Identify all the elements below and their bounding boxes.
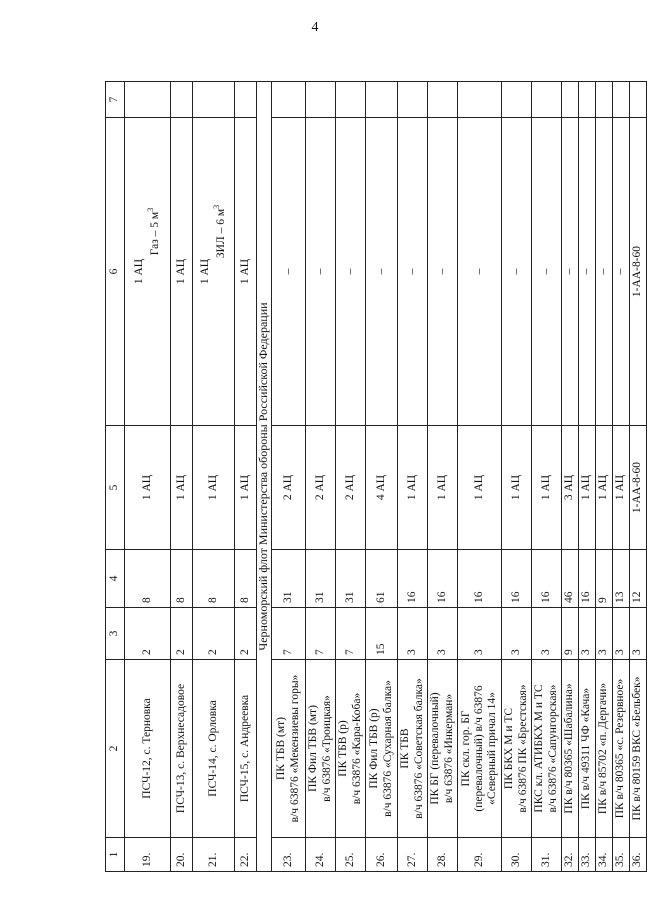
- cell-col7: [596, 82, 613, 118]
- table-row: [171, 82, 193, 872]
- unit-name-line: в/ч 63876 «Советская балка»: [412, 678, 425, 819]
- cell-col5: 1 АЦ: [125, 426, 171, 550]
- cell-col4: 31: [336, 550, 366, 608]
- unit-name-line: в/ч 63876 «Кара-Коба»: [350, 692, 363, 805]
- cell-col5: 1 АЦ: [579, 426, 596, 550]
- table-row: [630, 82, 647, 872]
- row-number: 22.: [235, 838, 257, 872]
- cell-col6: –: [562, 118, 579, 426]
- cell-col6: –: [596, 118, 613, 426]
- cell-col7: [502, 82, 532, 118]
- cell-col7: [398, 82, 428, 118]
- unit-name-line: в/ч 63876 ПК «Брестская»: [516, 684, 529, 813]
- row-number: 26.: [366, 838, 398, 872]
- unit-name-line: ПК ТБВ: [399, 728, 412, 769]
- rotated-table-container: [105, 82, 644, 872]
- cell-col3: 3: [532, 608, 562, 660]
- cell-col4: 13: [613, 550, 630, 608]
- col-header: 2: [106, 660, 125, 838]
- unit-name-line: в/ч 63876 «Мекензиевы горы»: [288, 674, 301, 823]
- cell-col3: 3: [398, 608, 428, 660]
- cell-col4: 8: [235, 550, 257, 608]
- table-row: [125, 82, 171, 872]
- unit-name: [596, 660, 613, 838]
- cell-col4: 16: [579, 550, 596, 608]
- cell-col3: 7: [336, 608, 366, 660]
- cell-col6: –: [458, 118, 502, 426]
- cell-col3: 3: [502, 608, 532, 660]
- unit-name: [630, 660, 647, 838]
- table-row: [596, 82, 613, 872]
- cell-col4: 61: [366, 550, 398, 608]
- unit-name-line: в/ч 63876 «Инкерман»: [442, 693, 455, 804]
- cell-col6: –: [428, 118, 458, 426]
- section-row: [257, 82, 272, 872]
- cell-col4: 31: [272, 550, 306, 608]
- row-number: 36.: [630, 838, 647, 872]
- cell-col5: 1 АЦ: [596, 426, 613, 550]
- cell-col7: [125, 82, 171, 118]
- cell-col5: 2 АЦ: [272, 426, 306, 550]
- fire-units-table: [105, 81, 647, 872]
- cell-col3: 3: [613, 608, 630, 660]
- unit-name: [366, 660, 398, 838]
- row-number: 24.: [306, 838, 336, 872]
- cell-col5: 1-АА-8-60: [630, 426, 647, 550]
- unit-name-line: ПК БКХ М и ТС: [503, 707, 516, 790]
- cell-col5: 1 АЦ: [235, 426, 257, 550]
- table-row: [193, 82, 235, 872]
- unit-name: ПСЧ-14, с. Орловка: [193, 660, 235, 838]
- header-row: [106, 82, 125, 872]
- cell-col6: –: [306, 118, 336, 426]
- cell-col6: 1 АЦ Газ – 5 $м^3$: [125, 118, 171, 426]
- cell-col5: 1 АЦ: [428, 426, 458, 550]
- row-number: 25.: [336, 838, 366, 872]
- table-row: [458, 82, 502, 872]
- row-number: 27.: [398, 838, 428, 872]
- cell-col3: 3: [579, 608, 596, 660]
- cell-col6: –: [579, 118, 596, 426]
- cell-col5: 1 АЦ: [532, 426, 562, 550]
- unit-name-line: ПК ТБВ (мт): [275, 717, 288, 780]
- row-number: 34.: [596, 838, 613, 872]
- row-number: 28.: [428, 838, 458, 872]
- unit-name: [532, 660, 562, 838]
- unit-name-line: ПК скл. гор. БГ: [459, 710, 472, 787]
- cell-col5: 1 АЦ: [458, 426, 502, 550]
- cell-col6: –: [366, 118, 398, 426]
- cell-col5: 1 АЦ: [171, 426, 193, 550]
- table-row: [336, 82, 366, 872]
- col-header: 4: [106, 550, 125, 608]
- unit-name: [458, 660, 502, 838]
- unit-name: ПСЧ-12, с. Терновка: [125, 660, 171, 838]
- cell-col4: 16: [428, 550, 458, 608]
- cell-col5: 2 АЦ: [336, 426, 366, 550]
- cell-col3: 3: [630, 608, 647, 660]
- unit-name-line: (перевалочный) в/ч 63876: [472, 685, 485, 812]
- cell-col3: 2: [235, 608, 257, 660]
- unit-name: ПСЧ-13, с. Верхнесадовое: [171, 660, 193, 838]
- cell-col7: [193, 82, 235, 118]
- unit-name-line: в/ч 63876 «Сапунгорская»: [546, 684, 559, 813]
- cell-col5: 2 АЦ: [306, 426, 336, 550]
- unit-name: [272, 660, 306, 838]
- col-header: 7: [106, 82, 125, 118]
- unit-name-line: ПК в/ч 80159 ВКС «Бельбек»: [631, 676, 644, 821]
- col-header: 6: [106, 118, 125, 426]
- unit-name: [579, 660, 596, 838]
- table-row: [428, 82, 458, 872]
- unit-name: [428, 660, 458, 838]
- cell-col6: –: [613, 118, 630, 426]
- table-row: [613, 82, 630, 872]
- unit-name-line: ПК Фил ТБВ (р): [368, 708, 381, 789]
- cell-col7: [366, 82, 398, 118]
- cell-col4: 16: [398, 550, 428, 608]
- unit-name-line: ПК в/ч 49311 ЧФ «Кача»: [580, 687, 593, 810]
- page-number: 4: [311, 20, 319, 35]
- cell-col3: 3: [596, 608, 613, 660]
- section-title: Черноморский флот Министерства обороны Российской Федерации: [257, 82, 272, 872]
- row-number: 31.: [532, 838, 562, 872]
- cell-col5: 3 АЦ: [562, 426, 579, 550]
- unit-name-line: ПК БГ (перевалочный): [429, 692, 442, 805]
- cell-col5: 1 АЦ: [398, 426, 428, 550]
- cell-col3: 15: [366, 608, 398, 660]
- cell-col3: 9: [562, 608, 579, 660]
- cell-col4: 16: [532, 550, 562, 608]
- row-number: 21.: [193, 838, 235, 872]
- unit-name-line: ПК в/ч 85702 «п. Дергачи»: [597, 682, 610, 815]
- col-header: 1: [106, 838, 125, 872]
- unit-name: [306, 660, 336, 838]
- cell-col7: [171, 82, 193, 118]
- cell-col5: 4 АЦ: [366, 426, 398, 550]
- unit-name-line: ПК в/ч 80365 «с. Резервное»: [614, 678, 627, 819]
- unit-name: [398, 660, 428, 838]
- cell-col4: 16: [458, 550, 502, 608]
- cell-col6: 1 АЦ ЗИЛ – 6 $м^3$: [193, 118, 235, 426]
- cell-col5: 1 АЦ: [193, 426, 235, 550]
- row-number: 30.: [502, 838, 532, 872]
- cell-col5: 1 АЦ: [502, 426, 532, 550]
- cell-col7: [562, 82, 579, 118]
- unit-name: ПСЧ-15, с. Андреевка: [235, 660, 257, 838]
- cell-col3: 2: [193, 608, 235, 660]
- unit-name: [336, 660, 366, 838]
- cell-col4: 8: [193, 550, 235, 608]
- cell-col7: [532, 82, 562, 118]
- cell-col7: [579, 82, 596, 118]
- cell-col4: 46: [562, 550, 579, 608]
- cell-col7: [235, 82, 257, 118]
- unit-name-line: ПК в/ч 80365 «Шабалина»: [563, 683, 576, 814]
- unit-name-line: «Северный причал 14»: [486, 692, 499, 805]
- cell-col7: [336, 82, 366, 118]
- cell-col5: 1 АЦ: [613, 426, 630, 550]
- cell-col3: 7: [306, 608, 336, 660]
- table-row: [235, 82, 257, 872]
- unit-name-line: ПК ТБВ (р): [337, 720, 350, 777]
- table-row: [532, 82, 562, 872]
- row-number: 32.: [562, 838, 579, 872]
- cell-col3: 2: [125, 608, 171, 660]
- row-number: 33.: [579, 838, 596, 872]
- cell-col7: [613, 82, 630, 118]
- cell-col6: –: [398, 118, 428, 426]
- cell-col6: 1 АЦ: [171, 118, 193, 426]
- cell-col6: –: [532, 118, 562, 426]
- unit-name-line: в/ч 63876 «Троицкая»: [320, 695, 333, 802]
- cell-col6: –: [336, 118, 366, 426]
- cell-col4: 31: [306, 550, 336, 608]
- table-row: [562, 82, 579, 872]
- col-header: 3: [106, 608, 125, 660]
- unit-name-line: ПК Фил ТБВ (мт): [307, 705, 320, 792]
- unit-name: [562, 660, 579, 838]
- col-header: 5: [106, 426, 125, 550]
- cell-col7: [306, 82, 336, 118]
- cell-col3: 7: [272, 608, 306, 660]
- row-number: 20.: [171, 838, 193, 872]
- table-row: [306, 82, 336, 872]
- cell-col6: –: [502, 118, 532, 426]
- unit-name-line: в/ч 63876 «Сухарная балка»: [381, 680, 394, 817]
- cell-col3: 3: [428, 608, 458, 660]
- unit-name: [613, 660, 630, 838]
- row-number: 29.: [458, 838, 502, 872]
- cell-col6: 1-АА-8-60: [630, 118, 647, 426]
- cell-col6: 1 АЦ: [235, 118, 257, 426]
- cell-col4: 16: [502, 550, 532, 608]
- cell-col7: [428, 82, 458, 118]
- cell-col7: [630, 82, 647, 118]
- cell-col4: 8: [171, 550, 193, 608]
- table-row: [272, 82, 306, 872]
- cell-col4: 12: [630, 550, 647, 608]
- cell-col3: 3: [458, 608, 502, 660]
- table-row: [502, 82, 532, 872]
- cell-col7: [458, 82, 502, 118]
- table-row: [366, 82, 398, 872]
- cell-col3: 2: [171, 608, 193, 660]
- cell-col6: –: [272, 118, 306, 426]
- unit-name: [502, 660, 532, 838]
- row-number: 23.: [272, 838, 306, 872]
- row-number: 19.: [125, 838, 171, 872]
- table-row: [579, 82, 596, 872]
- cell-col4: 8: [125, 550, 171, 608]
- unit-name-line: ПКС кл. АТИБКХ М и ТС: [533, 684, 546, 813]
- row-number: 35.: [613, 838, 630, 872]
- table-row: [398, 82, 428, 872]
- cell-col7: [272, 82, 306, 118]
- cell-col4: 9: [596, 550, 613, 608]
